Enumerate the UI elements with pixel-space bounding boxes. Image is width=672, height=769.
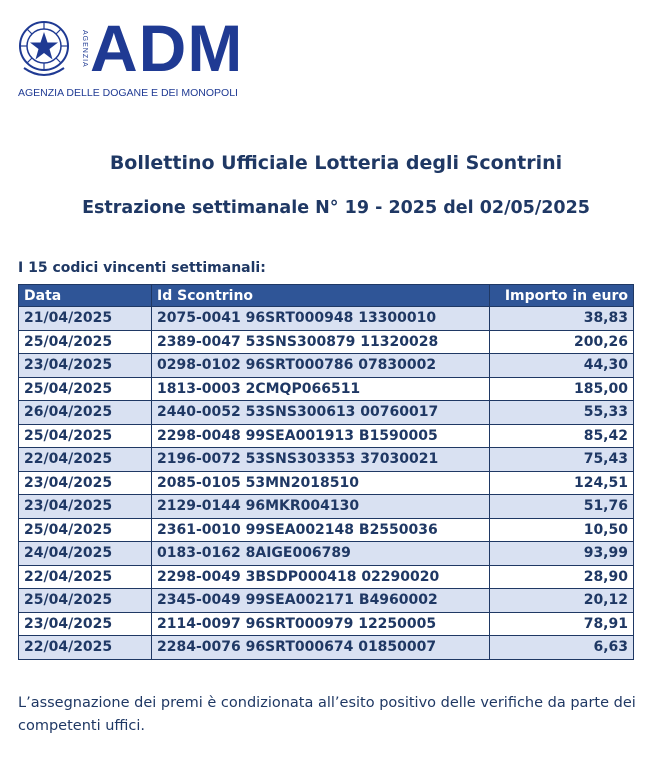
cell-date: 25/04/2025 bbox=[19, 589, 152, 613]
cell-amount: 55,33 bbox=[490, 401, 634, 425]
cell-date: 25/04/2025 bbox=[19, 518, 152, 542]
table-row bbox=[19, 377, 634, 401]
table-header-row bbox=[19, 285, 634, 307]
cell-id-scontrino: 2085-0105 53MN2018510 bbox=[152, 471, 490, 495]
cell-amount: 38,83 bbox=[490, 307, 634, 331]
cell-date: 22/04/2025 bbox=[19, 636, 152, 660]
table-row bbox=[19, 401, 634, 425]
cell-amount: 10,50 bbox=[490, 518, 634, 542]
cell-date: 26/04/2025 bbox=[19, 401, 152, 425]
cell-amount: 85,42 bbox=[490, 424, 634, 448]
cell-date: 22/04/2025 bbox=[19, 565, 152, 589]
page-subtitle: Estrazione settimanale N° 19 - 2025 del 02/05/2025 bbox=[82, 198, 590, 218]
table-caption: I 15 codici vincenti settimanali: bbox=[18, 260, 266, 276]
table-row bbox=[19, 636, 634, 660]
agency-name: AGENZIA DELLE DOGANE E DEI MONOPOLI bbox=[18, 87, 238, 99]
column-header-date: Data bbox=[19, 285, 152, 307]
table-row bbox=[19, 330, 634, 354]
winning-codes-table bbox=[18, 284, 634, 660]
cell-date: 25/04/2025 bbox=[19, 377, 152, 401]
cell-amount: 51,76 bbox=[490, 495, 634, 519]
cell-id-scontrino: 2298-0048 99SEA001913 B1590005 bbox=[152, 424, 490, 448]
table-row bbox=[19, 307, 634, 331]
column-header-amount: Importo in euro bbox=[490, 285, 634, 307]
cell-id-scontrino: 0183-0162 8AIGE006789 bbox=[152, 542, 490, 566]
table-row bbox=[19, 565, 634, 589]
cell-id-scontrino: 2361-0010 99SEA002148 B2550036 bbox=[152, 518, 490, 542]
cell-id-scontrino: 1813-0003 2CMQP066511 bbox=[152, 377, 490, 401]
cell-amount: 200,26 bbox=[490, 330, 634, 354]
table-row bbox=[19, 612, 634, 636]
cell-id-scontrino: 2075-0041 96SRT000948 13300010 bbox=[152, 307, 490, 331]
cell-id-scontrino: 2114-0097 96SRT000979 12250005 bbox=[152, 612, 490, 636]
cell-amount: 28,90 bbox=[490, 565, 634, 589]
italian-republic-emblem-icon bbox=[16, 18, 72, 80]
cell-date: 25/04/2025 bbox=[19, 330, 152, 354]
cell-id-scontrino: 2389-0047 53SNS300879 11320028 bbox=[152, 330, 490, 354]
cell-amount: 185,00 bbox=[490, 377, 634, 401]
footer-note: L’assegnazione dei premi è condizionata all’esito positivo delle verifiche da parte dei competenti uffici. bbox=[18, 695, 636, 734]
table-row bbox=[19, 542, 634, 566]
cell-amount: 20,12 bbox=[490, 589, 634, 613]
table-row bbox=[19, 495, 634, 519]
cell-date: 22/04/2025 bbox=[19, 448, 152, 472]
cell-date: 23/04/2025 bbox=[19, 471, 152, 495]
cell-amount: 44,30 bbox=[490, 354, 634, 378]
cell-id-scontrino: 0298-0102 96SRT000786 07830002 bbox=[152, 354, 490, 378]
cell-id-scontrino: 2196-0072 53SNS303353 37030021 bbox=[152, 448, 490, 472]
cell-id-scontrino: 2298-0049 3BSDP000418 02290020 bbox=[152, 565, 490, 589]
adm-logo: ADM bbox=[90, 11, 244, 85]
cell-id-scontrino: 2129-0144 96MKR004130 bbox=[152, 495, 490, 519]
table-row bbox=[19, 448, 634, 472]
agency-vertical-label: AGENZIA bbox=[81, 30, 88, 68]
cell-amount: 6,63 bbox=[490, 636, 634, 660]
table-row bbox=[19, 518, 634, 542]
adm-header bbox=[14, 11, 274, 104]
cell-date: 23/04/2025 bbox=[19, 495, 152, 519]
cell-amount: 93,99 bbox=[490, 542, 634, 566]
cell-id-scontrino: 2440-0052 53SNS300613 00760017 bbox=[152, 401, 490, 425]
cell-id-scontrino: 2345-0049 99SEA002171 B4960002 bbox=[152, 589, 490, 613]
cell-date: 23/04/2025 bbox=[19, 354, 152, 378]
table-row bbox=[19, 424, 634, 448]
page-title: Bollettino Ufficiale Lotteria degli Scontrini bbox=[109, 152, 563, 174]
column-header-id: Id Scontrino bbox=[152, 285, 490, 307]
cell-id-scontrino: 2284-0076 96SRT000674 01850007 bbox=[152, 636, 490, 660]
cell-date: 21/04/2025 bbox=[19, 307, 152, 331]
cell-date: 24/04/2025 bbox=[19, 542, 152, 566]
table-row bbox=[19, 354, 634, 378]
cell-amount: 124,51 bbox=[490, 471, 634, 495]
table-row bbox=[19, 471, 634, 495]
cell-amount: 78,91 bbox=[490, 612, 634, 636]
cell-amount: 75,43 bbox=[490, 448, 634, 472]
cell-date: 23/04/2025 bbox=[19, 612, 152, 636]
table-row bbox=[19, 589, 634, 613]
cell-date: 25/04/2025 bbox=[19, 424, 152, 448]
